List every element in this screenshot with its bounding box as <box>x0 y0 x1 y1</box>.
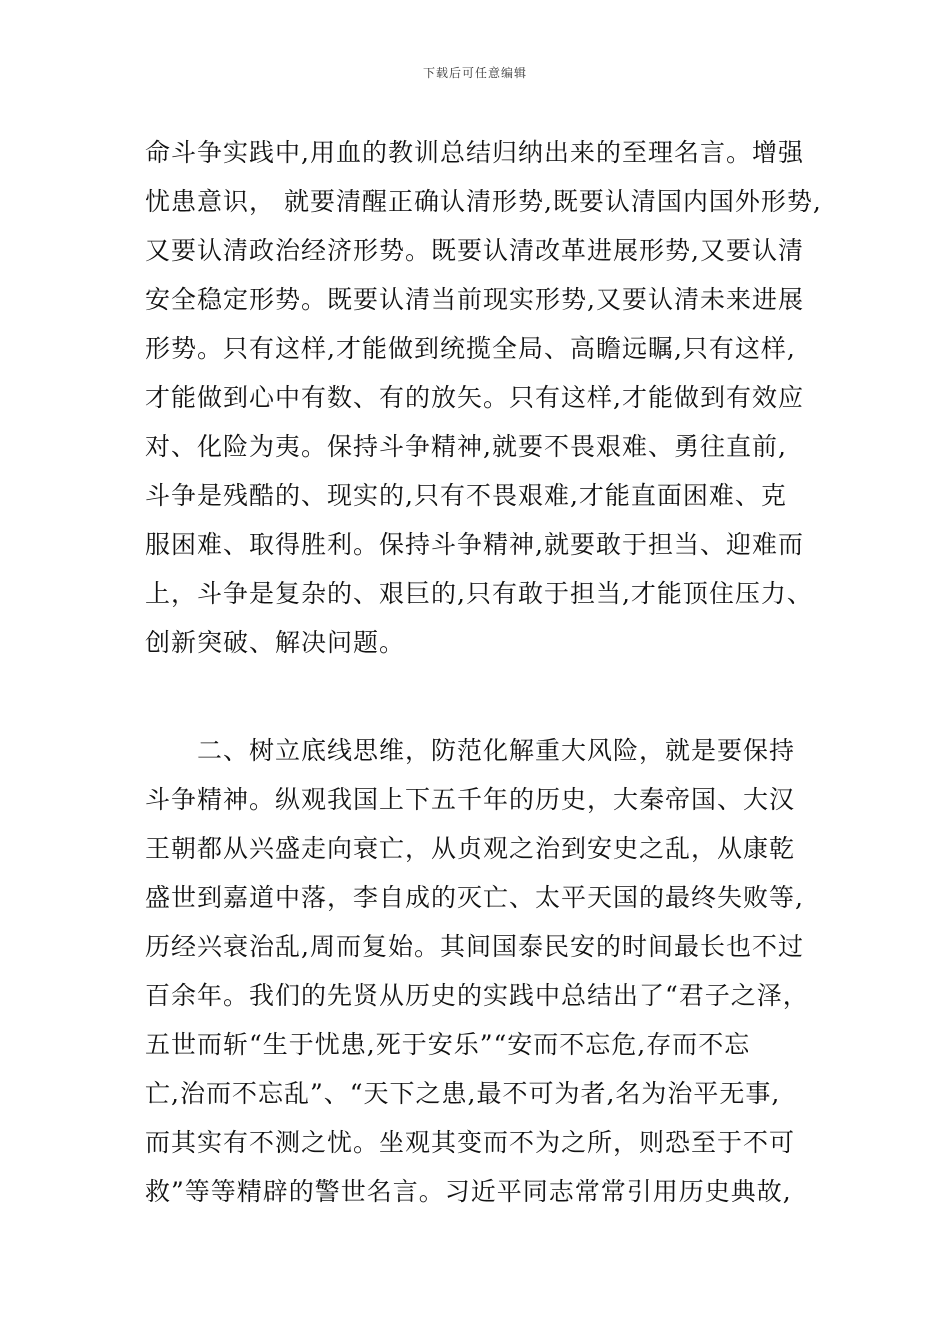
text-line: 斗争精神。纵观我国上下五千年的历史，大秦帝国、大汉 <box>145 785 796 814</box>
text-line: 百余年。我们的先贤从历史的实践中总结出了“君子之泽， <box>145 981 809 1010</box>
text-line: 上，斗争是复杂的、艰巨的,只有敢于担当,才能顶住压力、 <box>145 579 813 608</box>
text-line: 五世而斩“生于忧患,死于安乐”“安而不忘危,存而不忘 <box>145 1030 751 1059</box>
text-line: 又要认清政治经济形势。既要认清改革进展形势,又要认清 <box>145 236 804 265</box>
text-line: 忧患意识， 就要清醒正确认清形势,既要认清国内国外形势, <box>145 187 822 216</box>
text-line: 亡,治而不忘乱”、“天下之患,最不可为者,名为治平无事, <box>145 1079 781 1108</box>
text-line: 形势。只有这样,才能做到统揽全局、高瞻远瞩,只有这样, <box>145 334 796 363</box>
text-line: 服困难、取得胜利。保持斗争精神,就要敢于担当、迎难而 <box>145 530 804 559</box>
text-line: 王朝都从兴盛走向衰亡，从贞观之治到安史之乱，从康乾 <box>145 834 796 863</box>
paragraph-2 <box>145 726 830 1216</box>
text-line: 安全稳定形势。既要认清当前现实形势,又要认清未来进展 <box>145 285 804 314</box>
text-line: 命斗争实践中,用血的教训总结归纳出来的至理名言。增强 <box>145 138 804 167</box>
text-line: 历经兴衰治乱,周而复始。其间国泰民安的时间最长也不过 <box>145 932 804 961</box>
text-line: 救”等等精辟的警世名言。习近平同志常常引用历史典故, <box>145 1177 792 1206</box>
text-line: 才能做到心中有数、有的放矢。只有这样,才能做到有效应 <box>145 383 804 412</box>
text-line: 盛世到嘉道中落，李自成的灭亡、太平天国的最终失败等, <box>145 883 804 912</box>
paragraph-1 <box>145 128 830 667</box>
page-header: 下载后可任意编辑 <box>422 66 527 80</box>
text-line: 而其实有不测之忧。坐观其变而不为之所，则恐至于不可 <box>145 1128 796 1157</box>
text-line: 创新突破、解决问题。 <box>145 628 406 657</box>
text-line: 二、树立底线思维，防范化解重大风险，就是要保持 <box>145 736 796 765</box>
text-line: 斗争是残酷的、现实的,只有不畏艰难,才能直面困难、克 <box>145 481 787 510</box>
text-line: 对、化险为夷。保持斗争精神,就要不畏艰难、勇往直前, <box>145 432 787 461</box>
